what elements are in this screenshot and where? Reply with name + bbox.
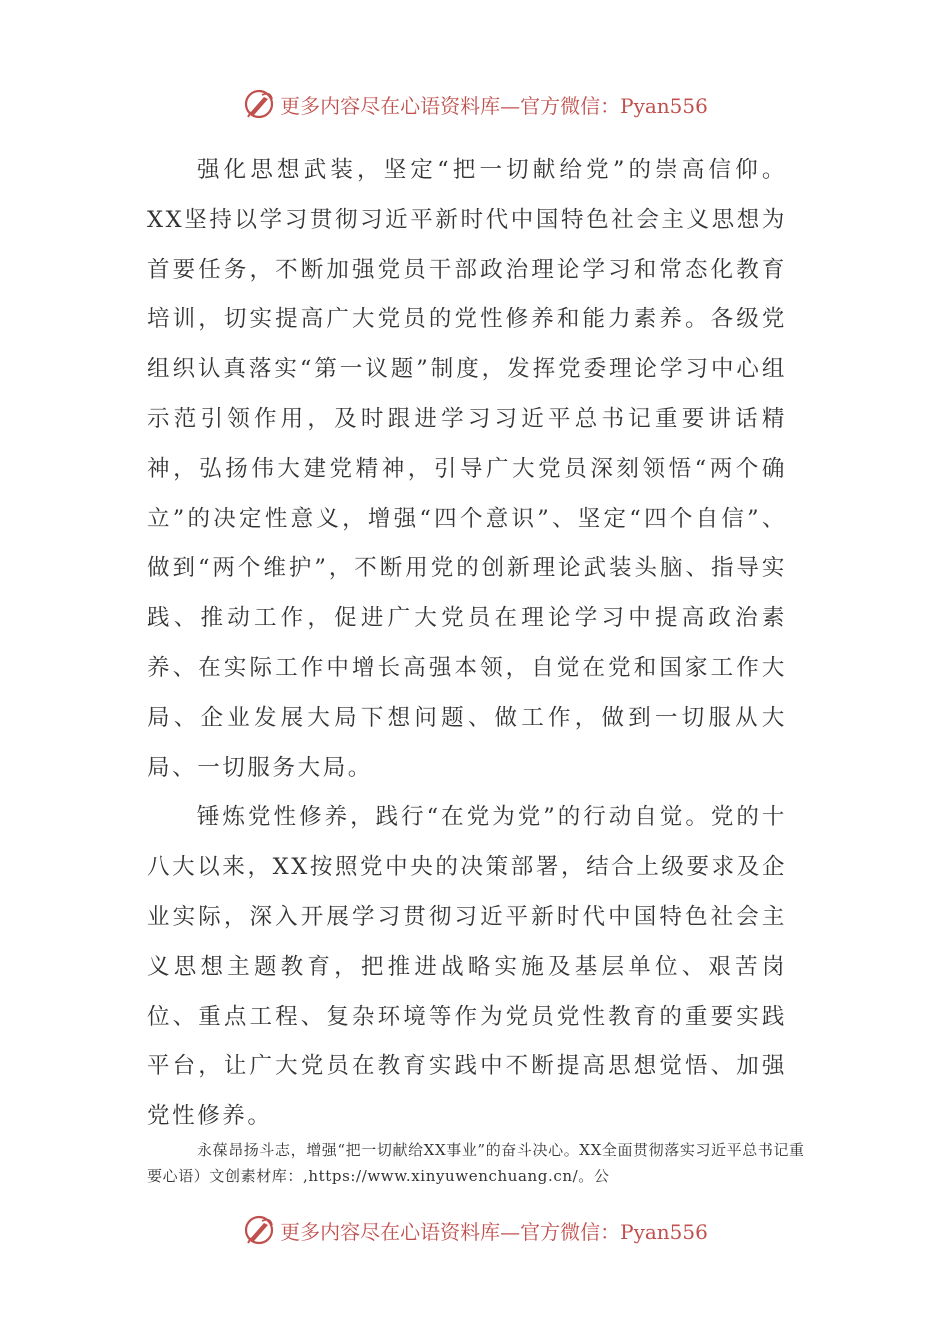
footnote-text: 永葆昂扬斗志，增强“把一切献给XX事业”的奋斗决心。XX全面贯彻落实习近平总书记重要心语）文创素材库：,https://www.xinyuwenchuang.cn/。公	[147, 1141, 805, 1185]
body-paragraph-2: 锤炼党性修养，践行“在党为党”的行动自觉。党的十八大以来，XX按照党中央的决策部署，结合上级要求及企业实际，深入开展学习贯彻习近平新时代中国特色社会主义思想主题教育，把推进战略实施及基层单位、艰苦岗位、重点工程、复杂环境等作为党员党性教育的重要实践平台，让广大党员在教育实践中不断提高思想觉悟、加强党性修养。	[147, 804, 787, 1130]
footer-banner	[0, 1210, 950, 1250]
header-banner-text: 更多内容尽在心语资料库—官方微信：Pyan556	[280, 93, 708, 118]
body-paragraph-1: 强化思想武装，坚定“把一切献给党”的崇高信仰。XX坚持以学习贯彻习近平新时代中国特色社会主义思想为首要任务，不断加强党员干部政治理论学习和常态化教育培训，切实提高广大党员的党性修养和能力素养。各级党组织认真落实“第一议题”制度，发挥党委理论学习中心组示范引领作用，及时跟进学习习近平总书记重要讲话精神，弘扬伟大建党精神，引导广大党员深刻领悟“两个确立”的决定性意义，增强“四个意识”、坚定“四个自信”、做到“两个维护”，不断用党的创新理论武装头脑、指导实践、推动工作，促进广大党员在理论学习中提高政治素养、在实际工作中增长高强本领，自觉在党和国家工作大局、企业发展大局下想问题、做工作，做到一切服从大局、一切服务大局。	[147, 157, 787, 781]
header-banner	[0, 84, 950, 124]
footer-banner-text: 更多内容尽在心语资料库—官方微信：Pyan556	[280, 1219, 708, 1244]
pen-nib-logo-icon	[242, 87, 276, 121]
pen-nib-logo-icon	[242, 1213, 276, 1247]
document-body	[147, 146, 787, 1142]
